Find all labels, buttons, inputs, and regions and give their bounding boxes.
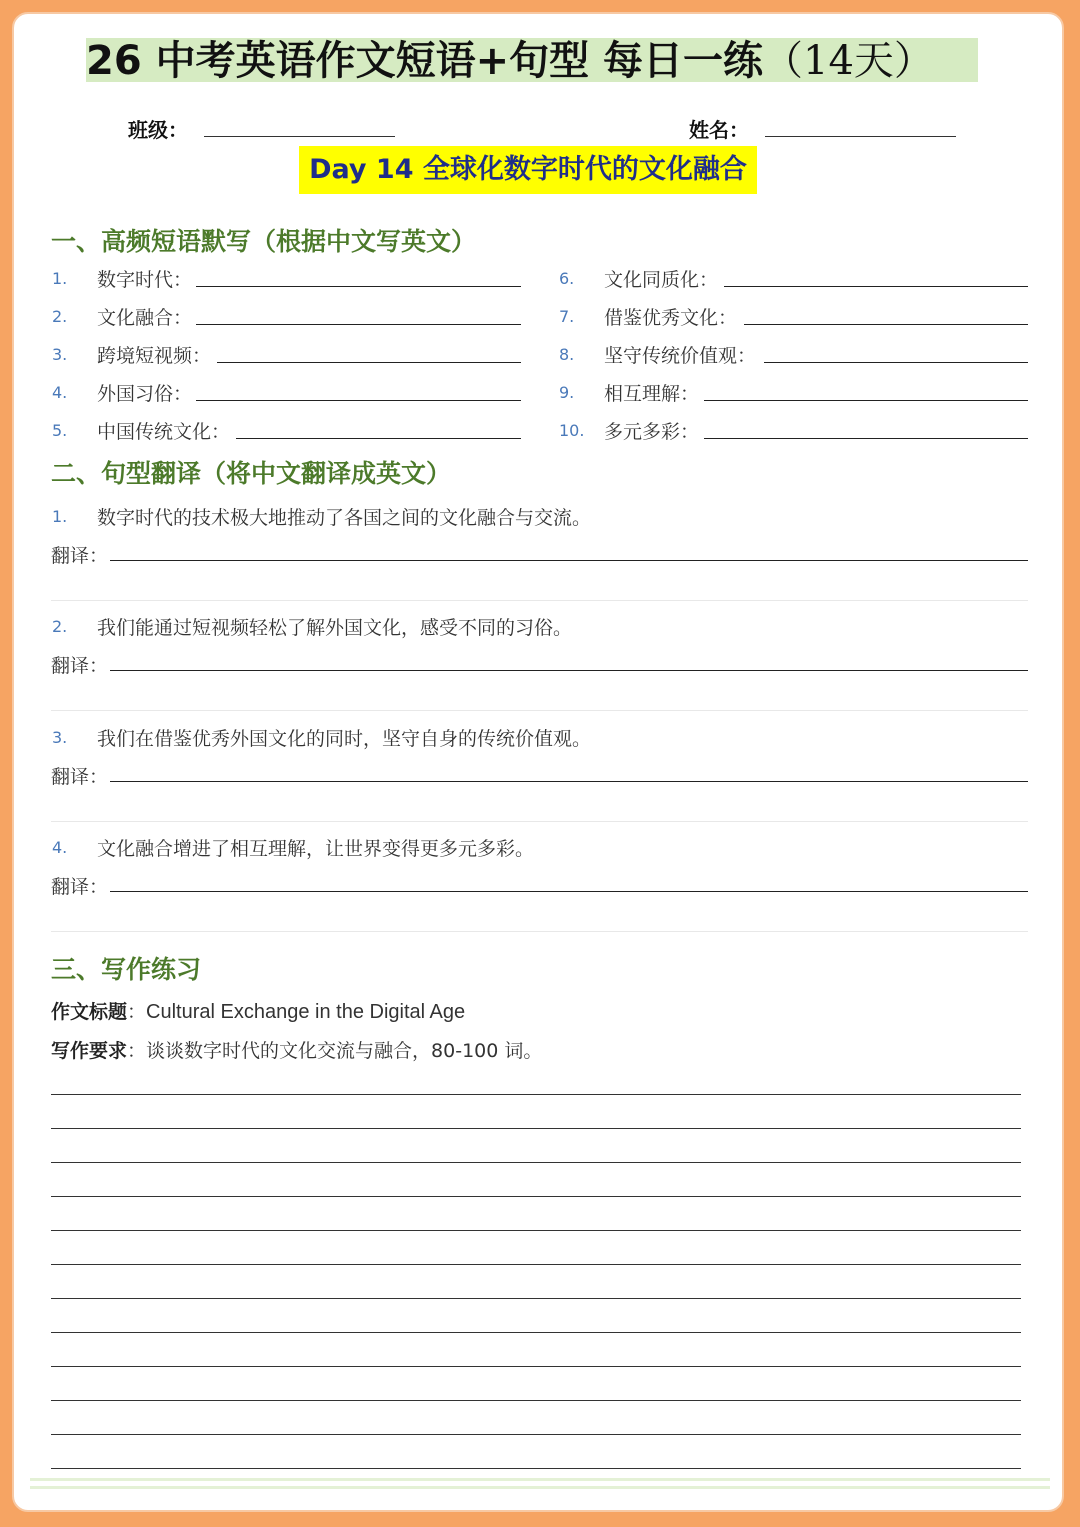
writing-line[interactable] [51,1434,1021,1435]
name-label: 姓名： [689,118,749,142]
phrase-prompt: 外国习俗： [97,383,193,405]
writing-line[interactable] [51,1468,1021,1469]
requirement-separator: ： [127,1040,147,1062]
phrase-number: 4. [52,383,68,402]
phrase-prompt: 相互理解： [604,383,700,405]
phrase-prompt: 中国传统文化： [97,421,231,443]
phrase-answer-line[interactable] [704,438,1028,439]
phrase-prompt: 借鉴优秀文化： [604,307,738,329]
phrase-prompt: 数字时代： [97,269,193,291]
phrase-prompt: 多元多彩： [604,421,700,443]
writing-line[interactable] [51,1298,1021,1299]
sentence-number: 2. [52,617,68,636]
writing-line[interactable] [51,1366,1021,1367]
translation-answer-line[interactable] [110,560,1028,561]
phrase-number: 8. [559,345,575,364]
section2-heading: 二、句型翻译（将中文翻译成英文） [51,459,452,488]
divider [51,710,1028,711]
phrase-number: 3. [52,345,68,364]
sentence-number: 1. [52,507,68,526]
divider [51,931,1028,932]
phrase-prompt: 跨境短视频： [97,345,212,367]
divider [51,600,1028,601]
sentence-prompt: 我们在借鉴优秀外国文化的同时，坚守自身的传统价值观。 [97,728,592,750]
requirement-value: 谈谈数字时代的文化交流与融合，80-100 词。 [146,1040,543,1062]
phrase-prompt: 文化融合： [97,307,193,329]
writing-line[interactable] [51,1230,1021,1231]
sentence-prompt: 文化融合增进了相互理解，让世界变得更多元多彩。 [97,838,535,860]
title-main: 26 中考英语作文短语+句型 每日一练 [86,38,764,84]
phrase-number: 5. [52,421,68,440]
class-label: 班级： [128,118,188,142]
phrase-answer-line[interactable] [236,438,521,439]
sentence-prompt: 我们能通过短视频轻松了解外国文化，感受不同的习俗。 [97,617,573,639]
requirement-label: 写作要求 [51,1040,128,1062]
essay-topic [51,997,465,1024]
phrase-answer-line[interactable] [217,362,521,363]
phrase-number: 9. [559,383,575,402]
writing-line[interactable] [51,1162,1021,1163]
phrase-answer-line[interactable] [704,400,1028,401]
translate-label: 翻译： [51,655,109,677]
page-title [86,37,978,85]
divider [51,821,1028,822]
translate-label: 翻译： [51,876,109,898]
writing-line[interactable] [51,1400,1021,1401]
sentence-number: 3. [52,728,68,747]
phrase-number: 1. [52,269,68,288]
topic-separator: ： [127,1001,147,1023]
bottom-strip [30,1478,1050,1481]
phrase-number: 2. [52,307,68,326]
class-field[interactable] [204,136,395,137]
phrase-answer-line[interactable] [764,362,1028,363]
translation-answer-line[interactable] [110,670,1028,671]
translate-label: 翻译： [51,766,109,788]
translation-answer-line[interactable] [110,781,1028,782]
phrase-prompt: 文化同质化： [604,269,719,291]
translation-answer-line[interactable] [110,891,1028,892]
writing-line[interactable] [51,1094,1021,1095]
writing-line[interactable] [51,1128,1021,1129]
writing-line[interactable] [51,1264,1021,1265]
phrase-answer-line[interactable] [196,324,521,325]
section1-heading: 一、高频短语默写（根据中文写英文） [51,227,477,256]
essay-requirement [51,1036,542,1063]
name-field[interactable] [765,136,956,137]
phrase-answer-line[interactable] [196,400,521,401]
writing-line[interactable] [51,1196,1021,1197]
section3-heading: 三、写作练习 [51,955,202,984]
phrase-number: 7. [559,307,575,326]
sentence-number: 4. [52,838,68,857]
phrase-answer-line[interactable] [724,286,1028,287]
topic-label: 作文标题 [51,1001,128,1023]
phrase-prompt: 坚守传统价值观： [604,345,757,367]
phrase-answer-line[interactable] [744,324,1028,325]
phrase-number: 6. [559,269,575,288]
sentence-prompt: 数字时代的技术极大地推动了各国之间的文化融合与交流。 [97,507,592,529]
phrase-number: 10. [559,421,585,440]
topic-value: Cultural Exchange in the Digital Age [146,1001,466,1023]
day-title: Day 14 全球化数字时代的文化融合 [309,154,747,185]
title-days: （14天） [763,38,934,84]
bottom-strip [30,1486,1050,1489]
phrase-answer-line[interactable] [196,286,521,287]
translate-label: 翻译： [51,545,109,567]
writing-line[interactable] [51,1332,1021,1333]
